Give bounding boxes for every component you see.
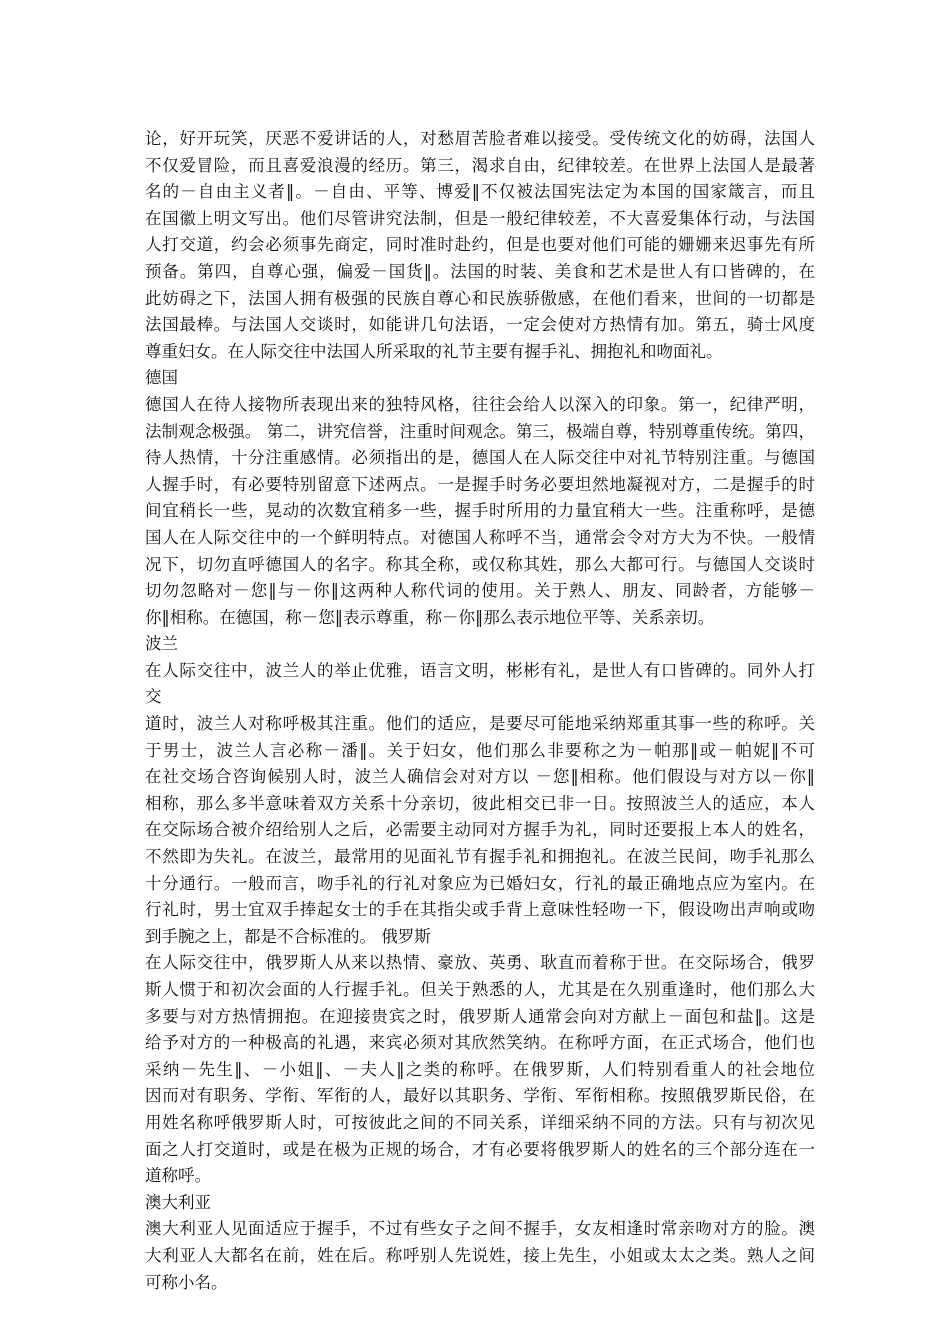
text-line: 不然即为失礼。在波兰，最常用的见面礼节有握手礼和拥抱礼。在波兰民间，吻手礼那么: [145, 847, 815, 867]
text-line: 人打交道，约会必须事先商定，同时准时赴约，但是也要对他们可能的姗姗来迟事先有所: [145, 235, 815, 255]
document-body: [145, 126, 815, 1296]
text-line: 澳大利亚: [145, 1192, 211, 1212]
text-line: 斯人惯于和初次会面的人行握手礼。但关于熟悉的人，尤其是在久别重逢时，他们那么大: [145, 980, 815, 999]
text-line: 在交际场合被介绍给别人之后，必需要主动同对方握手为礼，同时还要报上本人的姓名，: [145, 820, 815, 840]
text-line: 大利亚人大都名在前，姓在后。称呼别人先说姓，接上先生，小姐或太太之类。熟人之间: [145, 1245, 815, 1265]
text-line: 相称，那么多半意味着双方关系十分亲切，彼此相交已非一日。按照波兰人的适应，本人: [145, 793, 815, 813]
text-line: 德国: [145, 368, 178, 388]
text-line: 德国人在待人接物所表现出来的独特风格，往往会给人以深入的印象。第一，纪律严明，: [145, 394, 815, 414]
text-line: 人握手时，有必要特别留意下述两点。一是握手时务必要坦然地凝视对方，二是握手的时: [145, 474, 815, 494]
text-line: 可称小名。: [145, 1272, 228, 1292]
text-line: 用姓名称呼俄罗斯人时，可按彼此之间的不同关系，详细采纳不同的方法。只有与初次见: [145, 1112, 815, 1132]
text-line: 给予对方的一种极高的礼遇，来宾必须对其欣然笑纳。在称呼方面，在正式场合，他们也: [145, 1033, 815, 1053]
text-line: 名的－自由主义者‖。－自由、平等、博爱‖不仅被法国宪法定为本国的国家箴言，而且: [145, 182, 815, 202]
text-line: 在人际交往中，俄罗斯人从来以热情、豪放、英勇、耿直而着称于世。在交际场合，俄罗: [145, 953, 815, 973]
text-line: 交: [145, 687, 162, 707]
text-line: 到手腕之上，都是不合标准的。 俄罗斯: [145, 926, 431, 946]
text-line: 十分通行。一般而言，吻手礼的行礼对象应为已婚妇女，行礼的最正确地点应为室内。在: [145, 873, 815, 893]
text-line: 况下，切勿直呼德国人的名字。称其全称，或仅称其姓，那么大都可行。与德国人交谈时: [145, 554, 815, 574]
text-line: 面之人打交道时，或是在极为正规的场合，才有必要将俄罗斯人的姓名的三个部分连在一: [145, 1139, 815, 1159]
text-line: 道时，波兰人对称呼极其注重。他们的适应，是要尽可能地采纳郑重其事一些的称呼。关: [145, 714, 815, 734]
text-line: 待人热情，十分注重感情。必须指出的是，德国人在人际交往中对礼节特别注重。与德国: [145, 448, 815, 468]
text-line: 澳大利亚人见面适应于握手，不过有些女子之间不握手，女友相逢时常亲吻对方的脸。澳: [145, 1219, 815, 1239]
text-line: 论，好开玩笑，厌恶不爱讲话的人，对愁眉苦脸者难以接受。受传统文化的妨碍，法国人: [145, 129, 815, 148]
text-line: 在社交场合咨询候别人时，波兰人确信会对对方以 －您‖相称。他们假设与对方以－你‖: [145, 767, 815, 787]
text-line: 法国最棒。与法国人交谈时，如能讲几句法语，一定会使对方热情有加。第五，骑士风度: [145, 315, 815, 335]
text-line: 采纳－先生‖、－小姐‖、－夫人‖之类的称呼。在俄罗斯，人们特别看重人的社会地位: [145, 1059, 815, 1079]
text-line: 因而对有职务、学衔、军衔的人，最好以其职务、学衔、军衔相称。按照俄罗斯民俗，在: [145, 1086, 815, 1106]
text-line: 切勿忽略对－您‖与－你‖这两种人称代词的使用。关于熟人、朋友、同龄者，方能够－: [145, 581, 815, 601]
text-line: 多要与对方热情拥抱。在迎接贵宾之时，俄罗斯人通常会向对方献上－面包和盐‖。这是: [145, 1006, 815, 1026]
text-line: 你‖相称。在德国，称－您‖表示尊重，称－你‖那么表示地位平等、关系亲切。: [145, 607, 715, 627]
text-line: 在国徽上明文写出。他们尽管讲究法制，但是一般纪律较差，不大喜爱集体行动，与法国: [145, 208, 815, 228]
text-line: 尊重妇女。在人际交往中法国人所采取的礼节主要有握手礼、拥抱礼和吻面礼。: [145, 341, 723, 361]
text-line: 此妨碍之下，法国人拥有极强的民族自尊心和民族骄傲感，在他们看来，世间的一切都是: [145, 288, 815, 308]
text-line: 间宜稍长一些，晃动的次数宜稍多一些，握手时所用的力量宜稍大一些。注重称呼，是德: [145, 501, 815, 521]
text-line: 法制观念极强。 第二，讲究信誉，注重时间观念。第三，极端自尊，特别尊重传统。第四，: [145, 421, 815, 441]
text-line: 于男士，波兰人言必称－潘‖。关于妇女，他们那么非要称之为－帕那‖或－帕妮‖不可: [145, 740, 815, 760]
text-line: 预备。第四，自尊心强，偏爱－国货‖。法国的时装、美食和艺术是世人有口皆碑的，在: [145, 261, 815, 281]
text-line: 不仅爱冒险，而且喜爱浪漫的经历。第三，渴求自由，纪律较差。在世界上法国人是最著: [145, 155, 815, 175]
text-line: 行礼时，男士宜双手捧起女士的手在其指尖或手背上意味性轻吻一下，假设吻出声响或吻: [145, 900, 815, 920]
text-line: 国人在人际交往中的一个鲜明特点。对德国人称呼不当，通常会令对方大为不快。一般情: [145, 527, 815, 547]
text-line: 在人际交往中，波兰人的举止优雅，语言文明，彬彬有礼，是世人有口皆碑的。同外人打: [145, 660, 815, 680]
text-line: 波兰: [145, 634, 178, 654]
text-line: 道称呼。: [145, 1166, 211, 1186]
